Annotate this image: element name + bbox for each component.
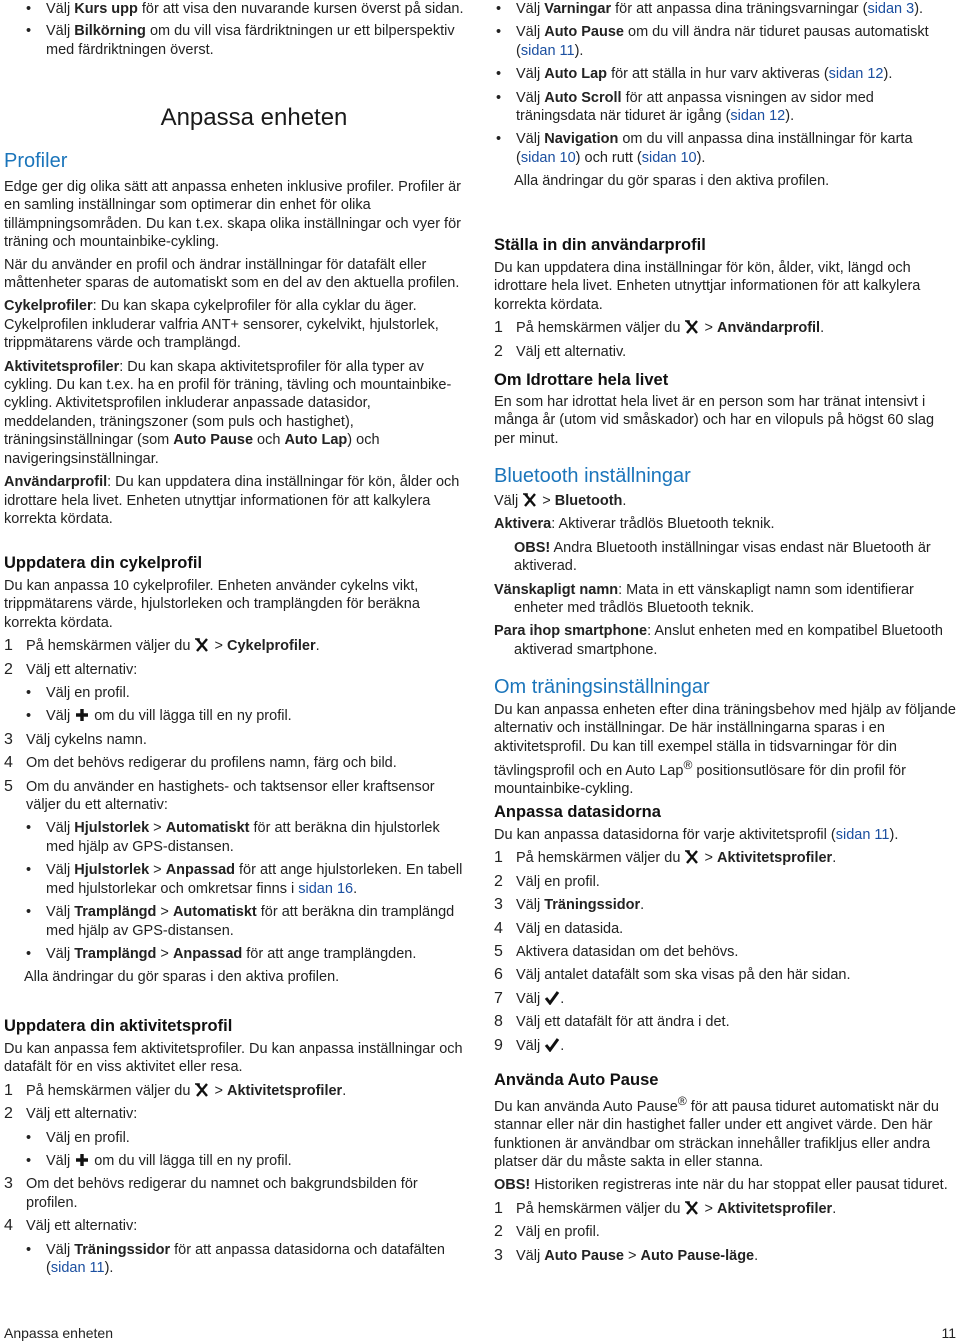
step: 3 Välj Auto Pause > Auto Pause-läge.: [494, 1246, 759, 1264]
page-link[interactable]: sidan 10: [520, 149, 576, 166]
step: 4 Välj ett alternativ:: [4, 1217, 138, 1235]
list-item: • Välj Varningar för att anpassa dina träningsvarningar (sidan 3).: [494, 0, 956, 18]
step: 1 På hemskärmen väljer du > Cykelprofiler.: [4, 637, 320, 655]
step: 6 Välj antalet datafält som ska visas på den här sidan.: [494, 966, 851, 984]
paragraph: Alla ändringar du gör sparas i den aktiva profilen.: [514, 173, 830, 190]
list-item: • Välj Navigation om du vill anpassa dina inställningar för karta (sidan 10) och rutt (sidan 10).: [494, 130, 956, 167]
section-title-anvandarprofil: Ställa in din användarprofil: [494, 236, 706, 254]
page-link[interactable]: sidan 11: [520, 42, 575, 59]
step: 4 Om det behövs redigerar du profilens namn, färg och bild.: [4, 754, 397, 772]
paragraph: Välj > Bluetooth.: [494, 493, 627, 509]
list-item: • Välj Kurs upp för att visa den nuvarande kursen överst på sidan.: [24, 0, 466, 18]
paragraph: När du använder en profil och ändrar inställningar för datafält eller måttenheter sparas de automatiskt som en del av den aktuella profilen.: [4, 256, 460, 292]
note: OBS! Andra Bluetooth inställningar visas endast när Bluetooth är aktiverad.: [514, 539, 931, 575]
wrench-screwdriver-icon: [522, 493, 538, 507]
note: OBS! Historiken registreras inte när du har stoppat eller pausat tiduret.: [494, 1177, 948, 1194]
paragraph: Alla ändringar du gör sparas i den aktiva profilen.: [24, 969, 340, 986]
step: 5 Om du använder en hastighets- och taktsensor eller kraftsensor väljer du ett alternativ:: [4, 777, 435, 814]
list-item: • Välj Tramplängd > Automatiskt för att beräkna din tramplängd med hjälp av GPS-distansen.: [24, 903, 466, 940]
list-item: • Välj Träningssidor för att anpassa datasidorna och datafälten (sidan 11).: [24, 1241, 466, 1278]
step: 1 På hemskärmen väljer du > Aktivitetsprofiler.: [494, 849, 837, 867]
list-item: • Välj en profil.: [24, 1129, 466, 1147]
plus-icon: [74, 1153, 90, 1167]
page-link[interactable]: sidan 12: [730, 108, 786, 125]
wrench-screwdriver-icon: [684, 850, 700, 864]
section-title-bluetooth: Bluetooth inställningar: [494, 465, 691, 487]
page-link[interactable]: sidan 3: [867, 1, 915, 17]
step: 1 På hemskärmen väljer du > Aktivitetsprofiler.: [494, 1199, 837, 1217]
checkmark-icon: [544, 1038, 560, 1052]
list-item: • Välj Hjulstorlek > Anpassad för att ange hjulstorleken. En tabell med hjulstorlekar och omkretsar finns i sidan 16.: [24, 861, 466, 898]
step: 7 Välj .: [494, 989, 565, 1007]
list-item: • Välj Tramplängd > Anpassad för att ange tramplängden.: [24, 945, 466, 963]
paragraph: Du kan anpassa 10 cykelprofiler. Enheten använder cykelns vikt, trippmätarens värde, hjulstorleken och tramplängden för beräkna korrekta kördata.: [4, 578, 420, 631]
list-item: • Välj om du vill lägga till en ny profil.: [24, 707, 466, 725]
page-number: 11: [941, 1325, 956, 1341]
wrench-screwdriver-icon: [684, 320, 700, 334]
page-link[interactable]: sidan 10: [641, 149, 697, 166]
step: 2 Välj ett alternativ:: [4, 660, 138, 678]
step: 1 På hemskärmen väljer du > Aktivitetsprofiler.: [4, 1081, 347, 1099]
section-title-aktivitetsprofil: Uppdatera din aktivitetsprofil: [4, 1017, 233, 1035]
paragraph: Du kan anpassa fem aktivitetsprofiler. Du kan anpassa inställningar och datafält för en viss aktivitet eller resa.: [4, 1041, 463, 1076]
list-item: • Välj om du vill lägga till en ny profil.: [24, 1152, 466, 1170]
paragraph: Para ihop smartphone: Anslut enheten med en kompatibel Bluetooth aktiverad smartphone.: [494, 623, 943, 658]
footer-section-title: Anpassa enheten: [4, 1325, 113, 1341]
page-link[interactable]: sidan 11: [50, 1260, 105, 1277]
section-title-idrottare: Om Idrottare hela livet: [494, 371, 669, 389]
checkmark-icon: [544, 991, 560, 1005]
step: 5 Aktivera datasidan om det behövs.: [494, 943, 739, 961]
page-link[interactable]: sidan 11: [835, 827, 890, 843]
wrench-screwdriver-icon: [684, 1201, 700, 1215]
page-title: Anpassa enheten: [160, 104, 348, 131]
page-link[interactable]: sidan 12: [828, 66, 884, 83]
paragraph: Aktivitetsprofiler: Du kan skapa aktivitetsprofiler för alla typer av cykling. Du kan t.ex. ha en profil för träning, tävling och mountainbike-cykling. Aktivitetsprofilen inkluderar anpassade datasidor, meddelanden, träningszoner (som puls och hastighet), träningsinställningar (som Auto Pause och Auto Lap) och navigeringsinställningar.: [4, 358, 452, 467]
list-item: • Välj en profil.: [24, 684, 466, 702]
paragraph: Du kan anpassa enheten efter dina träningsbehov med hjälp av följande alternativ och inställningar. De här inställningarna sparas i en aktivitetsprofil. Du kan till exempel ställa in tidsvarningar för din tävlingsprofil och en Auto Lap® positionsutlösare för din profil för mountainbike-cykling.: [494, 702, 956, 798]
page-link[interactable]: sidan 16: [298, 880, 354, 897]
section-title-traningsinstallningar: Om träningsinställningar: [494, 676, 710, 698]
step: 9 Välj .: [494, 1036, 565, 1054]
section-title-auto-pause: Använda Auto Pause: [494, 1071, 659, 1089]
paragraph: Du kan använda Auto Pause® för att pausa tiduret automatiskt när du stannar eller när din hastighet faller under ett angivet värde. Den här funktionen är användbar om sträckan innehåller trafikljus eller andra platser där du måste sakta in eller stanna.: [494, 1094, 939, 1171]
list-item: • Välj Bilkörning om du vill visa färdriktningen ur ett bilperspektiv med färdriktningen överst.: [24, 22, 466, 59]
step: 8 Välj ett datafält för att ändra i det.: [494, 1013, 730, 1031]
section-title-profiler: Profiler: [4, 150, 68, 172]
step: 3 Välj Träningssidor.: [494, 896, 645, 914]
paragraph: Användarprofil: Du kan uppdatera dina inställningar för kön, ålder och idrottare hela livet. Enheten utnyttjar informationen för att kalkylera korrekta kördata.: [4, 474, 460, 527]
step: 2 Välj ett alternativ.: [494, 342, 627, 360]
section-title-datasidorna: Anpassa datasidorna: [494, 803, 661, 821]
step: 3 Välj cykelns namn.: [4, 730, 147, 748]
wrench-screwdriver-icon: [194, 1083, 210, 1097]
list-item: • Välj Auto Scroll för att anpassa visningen av sidor med träningsdata när tiduret är igång (sidan 12).: [494, 89, 956, 126]
list-item: • Välj Auto Pause om du vill ändra när tiduret pausas automatiskt (sidan 11).: [494, 23, 956, 60]
paragraph: Du kan anpassa datasidorna för varje aktivitetsprofil (sidan 11).: [494, 827, 899, 843]
wrench-screwdriver-icon: [194, 638, 210, 652]
paragraph: Cykelprofiler: Du kan skapa cykelprofiler för alla cyklar du äger. Cykelprofilen inkluderar valfria ANT+ sensorer, cykelvikt, hjulstorlek, trippmätarens värde och tramplängd.: [4, 298, 439, 352]
list-item: • Välj Hjulstorlek > Automatiskt för att beräkna din hjulstorlek med hjälp av GPS-distansen.: [24, 819, 466, 856]
step: 1 På hemskärmen väljer du > Användarprofil.: [494, 319, 825, 337]
step: 2 Välj ett alternativ:: [4, 1105, 138, 1123]
step: 4 Välj en datasida.: [494, 919, 624, 937]
step: 2 Välj en profil.: [494, 1223, 600, 1241]
paragraph: Aktivera: Aktiverar trådlös Bluetooth teknik.: [494, 516, 775, 533]
paragraph: Vänskapligt namn: Mata in ett vänskapligt namn som identifierar enheter med trådlös Bluetooth teknik.: [494, 581, 914, 617]
plus-icon: [74, 708, 90, 722]
paragraph: Du kan uppdatera dina inställningar för kön, ålder, vikt, längd och idrottare hela livet. Enheten utnyttjar informationen för att kalkylera korrekta kördata.: [494, 260, 921, 313]
paragraph: En som har idrottat hela livet är en person som har tränat intensivt i många år (utom vid småskador) och har en vilopuls på högst 60 slag per minut.: [494, 394, 935, 447]
paragraph: Edge ger dig olika sätt att anpassa enheten inklusive profiler. Profiler är en samling inställningar som optimerar din enhet för olika tillämpningsområden. Du kan t.ex. skapa olika inställningar och vyer för träning och mountainbike-cykling.: [4, 179, 462, 251]
step: 2 Välj en profil.: [494, 872, 600, 890]
list-item: • Välj Auto Lap för att ställa in hur varv aktiveras (sidan 12).: [494, 65, 956, 83]
section-title-cykelprofil: Uppdatera din cykelprofil: [4, 554, 203, 572]
step: 3 Om det behövs redigerar du namnet och bakgrundsbilden för profilen.: [4, 1175, 418, 1211]
